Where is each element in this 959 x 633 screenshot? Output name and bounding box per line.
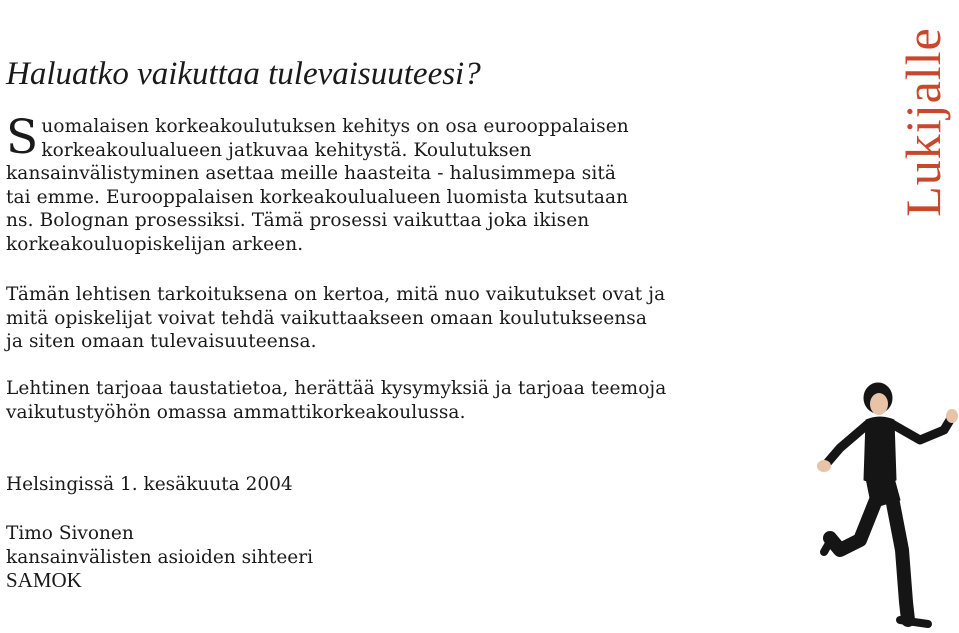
paragraph-line: mitä opiskelijat voivat tehdä vaikuttaakseen omaan koulutukseensa [6,307,647,329]
paragraph-line: Lehtinen tarjoaa taustatietoa, herättää kysymyksiä ja tarjoaa teemoja [6,378,667,399]
paragraph-line: tai emme. Eurooppalaisen korkeakoulualueen luomista kutsutaan [6,186,629,208]
paragraph-line: kansainvälistyminen asettaa meille haasteita - halusimmepa sitä [6,163,617,184]
drop-cap: S [6,110,39,165]
signature-organization: SAMOK [6,568,82,592]
section-label-text: Lukijalle [895,27,951,217]
paragraph-line: ja siten omaan tulevaisuuteensa. [6,331,317,352]
paragraph-line: korkeakoulualueen jatkuvaa kehitystä. Koulutuksen [41,139,532,161]
section-label [893,4,953,240]
content-paragraph [6,377,766,424]
paragraph-line: Tämän lehtisen tarkoituksena on kertoa, mitä nuo vaikutukset ovat ja [6,284,666,305]
purpose-paragraph [6,283,766,354]
dancing-woman-photo [780,340,959,633]
intro-paragraph [6,110,726,256]
signature-title: kansainvälisten asioiden sihteeri [6,546,313,568]
signature [6,522,313,593]
paragraph-line: uomalaisen korkeakoulutuksen kehitys on osa eurooppalaisen [41,116,629,137]
signature-name: Timo Sivonen [6,523,134,544]
paragraph-line: vaikutustyöhön omassa ammattikorkeakoulussa. [6,401,466,423]
paragraph-line: korkeakouluopiskelijan arkeen. [6,233,304,255]
dateline: Helsingissä 1. kesäkuuta 2004 [6,474,293,495]
paragraph-line: ns. Bolognan prosessiksi. Tämä prosessi vaikuttaa joka ikisen [6,210,590,231]
page-title: Haluatko vaikuttaa tulevaisuuteesi? [6,56,481,92]
